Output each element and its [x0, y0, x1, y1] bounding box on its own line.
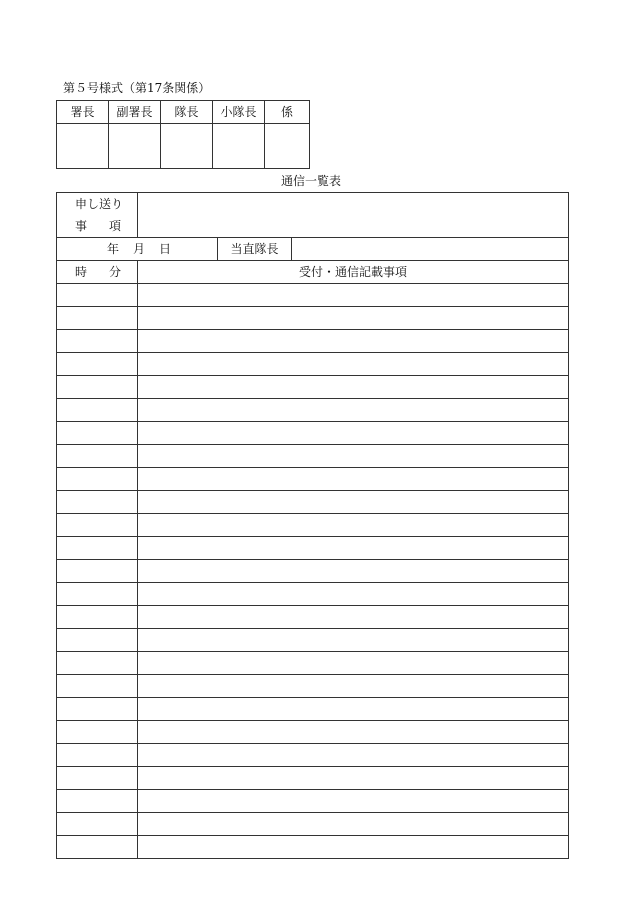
log-time-cell[interactable]	[57, 583, 138, 606]
log-entry-row	[57, 606, 569, 629]
log-content-cell[interactable]	[138, 376, 569, 399]
approval-header-captain: 隊長	[161, 101, 213, 124]
time-column-header	[57, 261, 138, 284]
log-entry-row	[57, 721, 569, 744]
approval-header-chief: 署長	[57, 101, 109, 124]
log-entry-row	[57, 744, 569, 767]
stamp-box-captain[interactable]	[161, 124, 213, 169]
log-content-cell[interactable]	[138, 445, 569, 468]
log-entry-row	[57, 330, 569, 353]
log-time-cell[interactable]	[57, 491, 138, 514]
log-entry-row	[57, 376, 569, 399]
log-content-cell[interactable]	[138, 606, 569, 629]
log-time-cell[interactable]	[57, 307, 138, 330]
duty-officer-field[interactable]	[292, 238, 569, 261]
log-content-cell[interactable]	[138, 399, 569, 422]
log-content-cell[interactable]	[138, 353, 569, 376]
log-content-cell[interactable]	[138, 813, 569, 836]
log-entry-row	[57, 836, 569, 859]
stamp-box-chief[interactable]	[57, 124, 109, 169]
approval-header-clerk: 係	[265, 101, 310, 124]
log-time-cell[interactable]	[57, 445, 138, 468]
date-field[interactable]	[57, 238, 218, 261]
log-entry-row	[57, 445, 569, 468]
log-time-cell[interactable]	[57, 606, 138, 629]
log-time-cell[interactable]	[57, 560, 138, 583]
log-entry-row	[57, 399, 569, 422]
log-time-cell[interactable]	[57, 629, 138, 652]
log-content-cell[interactable]	[138, 629, 569, 652]
log-content-cell[interactable]	[138, 514, 569, 537]
document-title: 通信一覧表	[280, 174, 341, 188]
approval-stamp-row	[57, 124, 310, 169]
log-entry-row	[57, 698, 569, 721]
carryover-label-line2	[75, 215, 121, 237]
log-time-cell[interactable]	[57, 330, 138, 353]
log-time-cell[interactable]	[57, 698, 138, 721]
duty-officer-label: 当直隊長	[218, 238, 292, 261]
approval-stamp-table	[56, 100, 310, 169]
log-entry-row	[57, 652, 569, 675]
carryover-label	[57, 193, 138, 238]
log-time-cell[interactable]	[57, 399, 138, 422]
log-content-cell[interactable]	[138, 675, 569, 698]
log-entry-row	[57, 560, 569, 583]
log-entry-row	[57, 675, 569, 698]
time-header-minute: 分	[108, 265, 121, 279]
log-entry-row	[57, 284, 569, 307]
carryover-field[interactable]	[138, 193, 569, 238]
date-day-label: 日	[159, 242, 172, 256]
stamp-box-deputy-chief[interactable]	[109, 124, 161, 169]
form-label: 第５号様式（第17条関係）	[63, 81, 211, 95]
log-time-cell[interactable]	[57, 767, 138, 790]
log-header-row	[57, 261, 569, 284]
log-time-cell[interactable]	[57, 721, 138, 744]
log-entry-row	[57, 537, 569, 560]
date-year-label: 年	[107, 242, 120, 256]
log-content-cell[interactable]	[138, 767, 569, 790]
approval-header-deputy-chief: 副署長	[109, 101, 161, 124]
log-entry-row	[57, 514, 569, 537]
log-content-cell[interactable]	[138, 330, 569, 353]
carryover-row	[57, 193, 569, 238]
log-content-cell[interactable]	[138, 537, 569, 560]
log-content-cell[interactable]	[138, 468, 569, 491]
log-time-cell[interactable]	[57, 376, 138, 399]
log-content-cell[interactable]	[138, 721, 569, 744]
log-time-cell[interactable]	[57, 744, 138, 767]
log-content-cell[interactable]	[138, 583, 569, 606]
log-entry-row	[57, 491, 569, 514]
approval-header-platoon-leader: 小隊長	[213, 101, 265, 124]
content-column-header: 受付・通信記載事項	[138, 261, 569, 284]
time-header-hour: 時	[75, 265, 97, 279]
log-content-cell[interactable]	[138, 422, 569, 445]
log-content-cell[interactable]	[138, 652, 569, 675]
log-content-cell[interactable]	[138, 560, 569, 583]
log-content-cell[interactable]	[138, 307, 569, 330]
log-time-cell[interactable]	[57, 790, 138, 813]
log-entry-row	[57, 583, 569, 606]
log-entry-row	[57, 629, 569, 652]
log-entry-row	[57, 767, 569, 790]
log-content-cell[interactable]	[138, 491, 569, 514]
approval-header-row	[57, 101, 310, 124]
stamp-box-clerk[interactable]	[265, 124, 310, 169]
log-time-cell[interactable]	[57, 468, 138, 491]
log-entry-row	[57, 468, 569, 491]
carryover-label-line1: 申し送り	[75, 197, 124, 211]
log-time-cell[interactable]	[57, 537, 138, 560]
log-time-cell[interactable]	[57, 836, 138, 859]
log-entry-row	[57, 422, 569, 445]
log-time-cell[interactable]	[57, 284, 138, 307]
log-time-cell[interactable]	[57, 652, 138, 675]
log-content-cell[interactable]	[138, 836, 569, 859]
log-content-cell[interactable]	[138, 790, 569, 813]
carryover-label-char-a: 事	[75, 219, 97, 233]
log-time-cell[interactable]	[57, 422, 138, 445]
carryover-label-char-b: 項	[108, 219, 121, 233]
communication-log-table	[56, 192, 569, 859]
date-row	[57, 238, 569, 261]
log-entry-row	[57, 813, 569, 836]
stamp-box-platoon-leader[interactable]	[213, 124, 265, 169]
log-time-cell[interactable]	[57, 675, 138, 698]
log-content-cell[interactable]	[138, 698, 569, 721]
date-month-label: 月	[133, 242, 146, 256]
time-header-text	[75, 265, 121, 279]
log-entry-row	[57, 353, 569, 376]
log-content-cell[interactable]	[138, 744, 569, 767]
log-entry-row	[57, 790, 569, 813]
log-time-cell[interactable]	[57, 813, 138, 836]
log-content-cell[interactable]	[138, 284, 569, 307]
log-entry-row	[57, 307, 569, 330]
log-time-cell[interactable]	[57, 514, 138, 537]
log-time-cell[interactable]	[57, 353, 138, 376]
